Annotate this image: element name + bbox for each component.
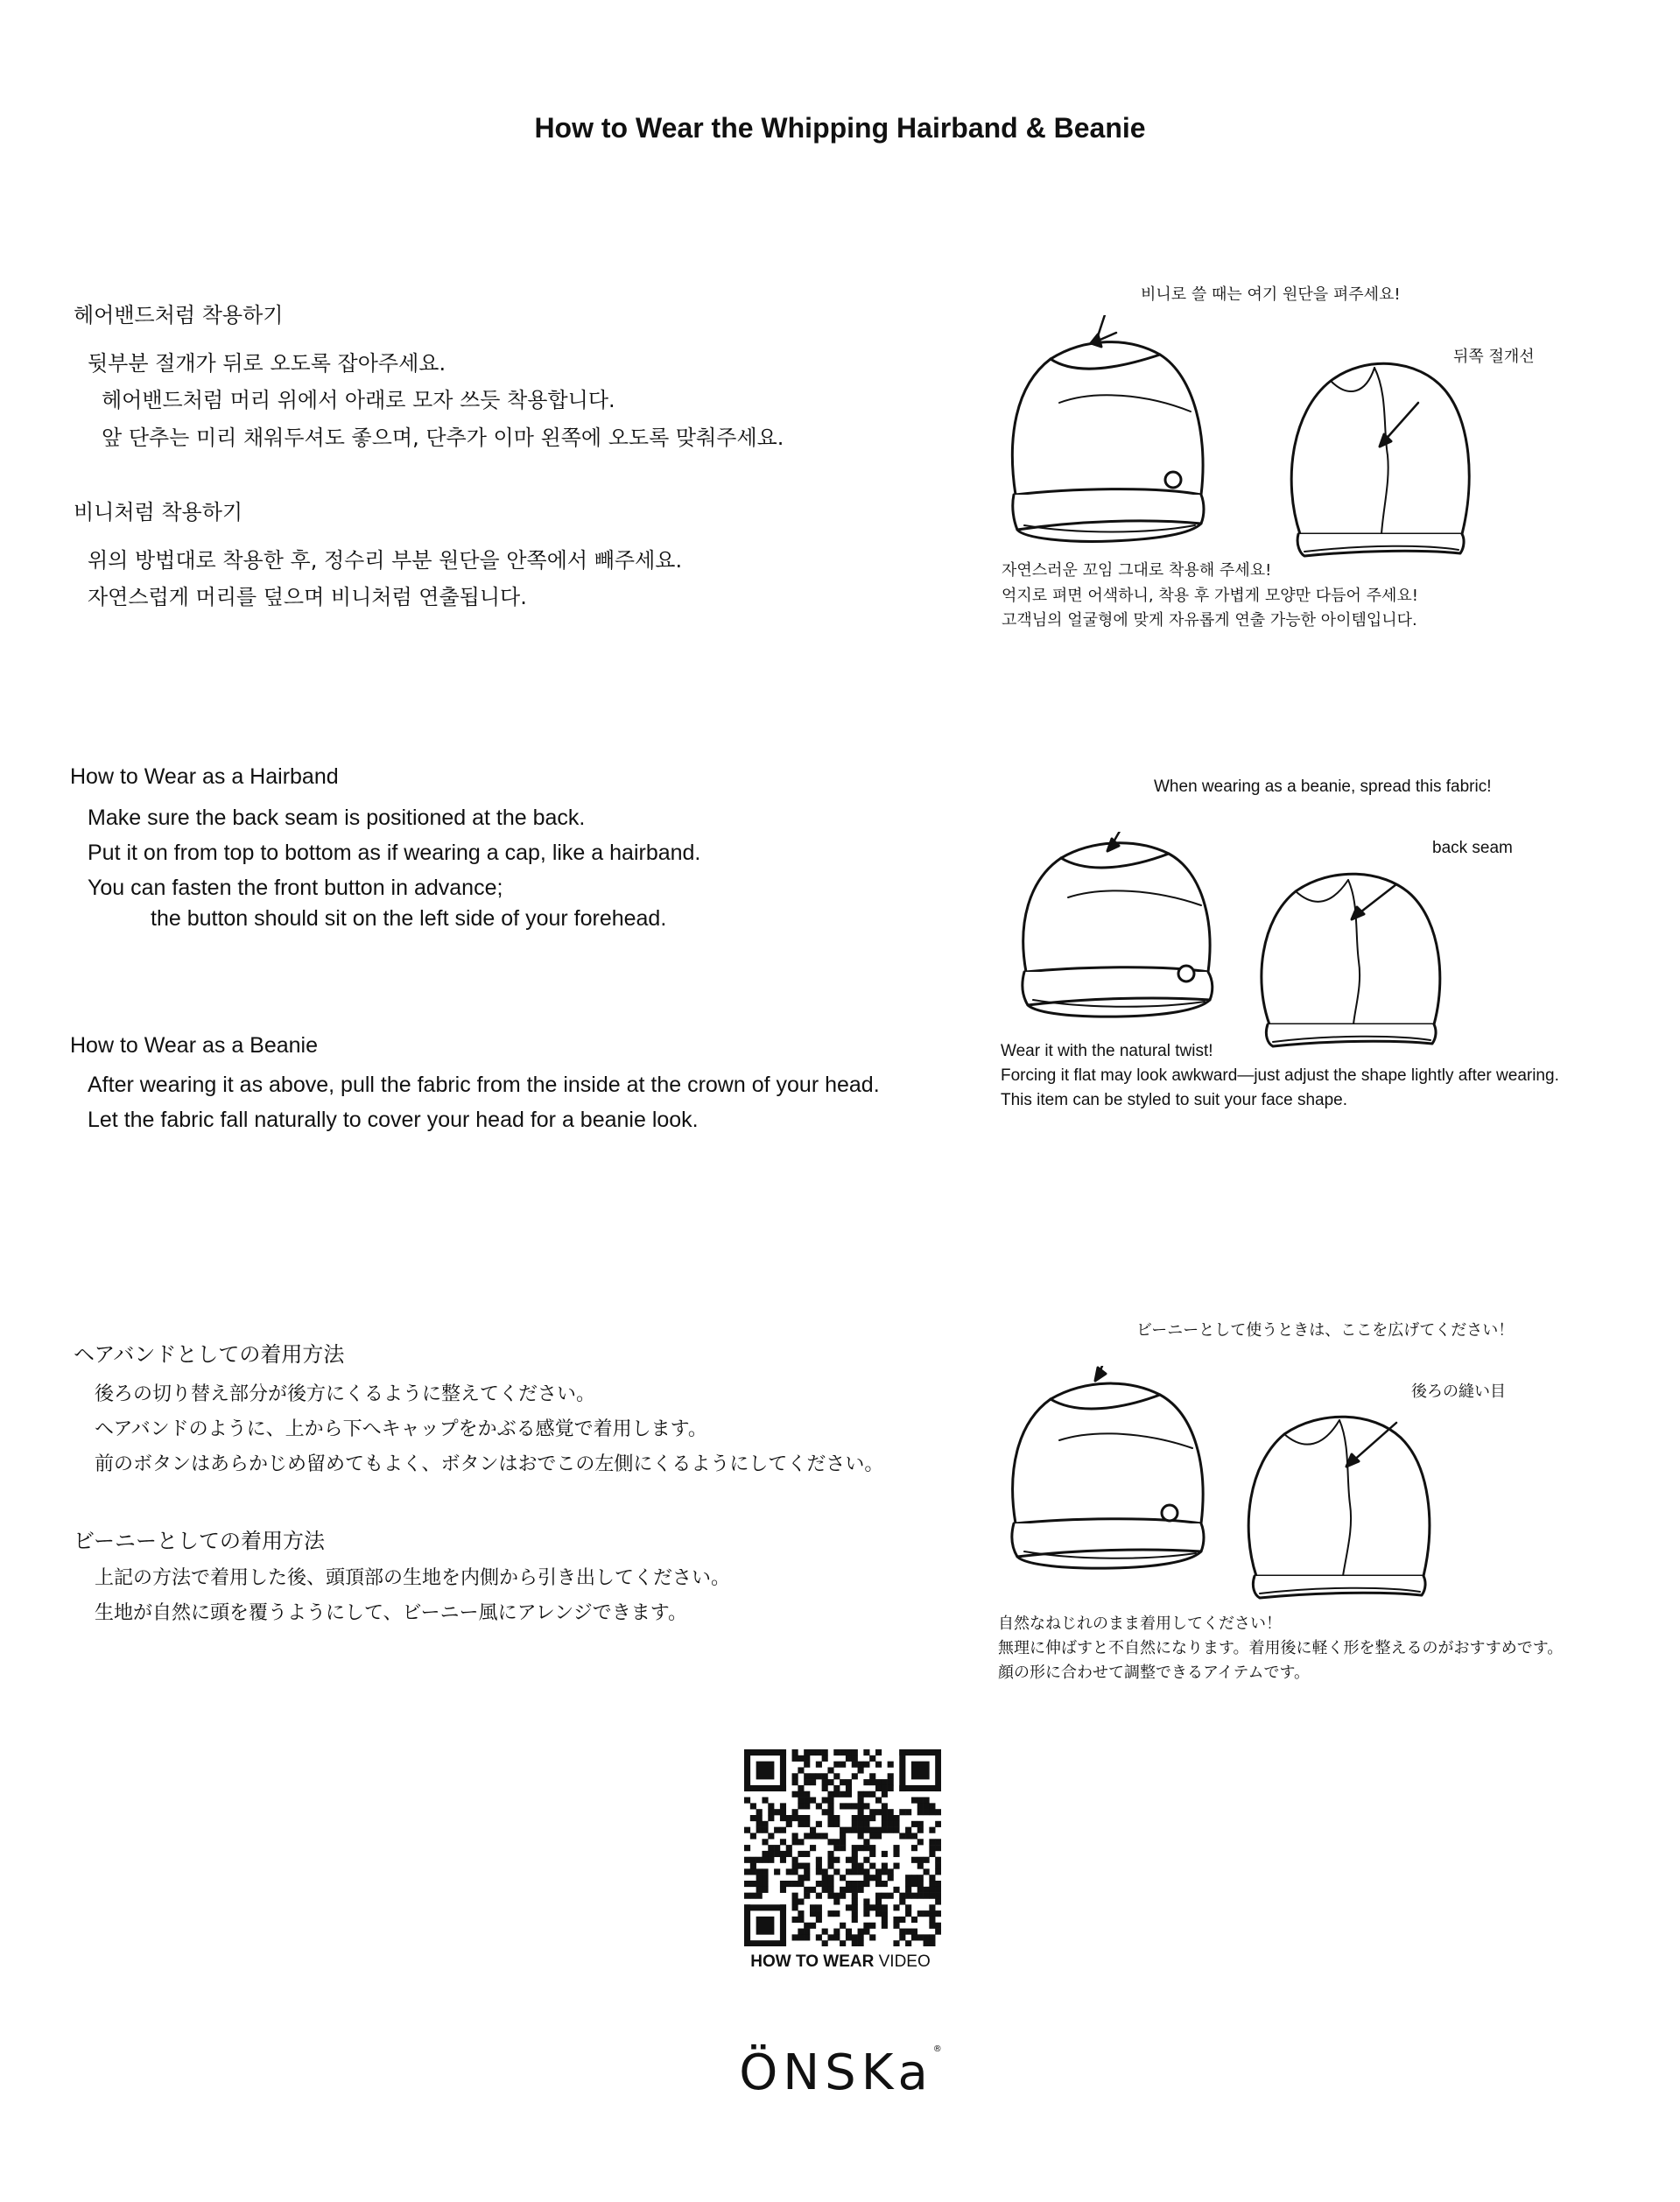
button-icon [1178, 966, 1194, 981]
note-line: 억지로 펴면 어색하니, 착용 후 가볍게 모양만 다듬어 주세요! [1002, 587, 1419, 605]
instruction-line: the button should sit on the left side of your forehead. [151, 906, 667, 931]
instruction-line: 後ろの切り替え部分が後方にくるように整えてください。 [95, 1383, 596, 1405]
beanie-heading: 비니처럼 착용하기 [74, 500, 243, 524]
qr-label-bold: HOW TO WEAR [750, 1952, 875, 1971]
note-line: 自然なねじれのまま着用してください！ [998, 1615, 1282, 1633]
annotation-seam: 後ろの縫い目 [1411, 1382, 1506, 1401]
note-line: Wear it with the natural twist! [1001, 1042, 1213, 1060]
note-line: 자연스러운 꼬임 그대로 착용해 주세요! [1002, 561, 1272, 580]
note-line: This item can be styled to suit your face shape. [1001, 1091, 1348, 1109]
note-line: 無理に伸ばすと不自然になります。着用後に軽く形を整えるのがおすすめです。 [998, 1639, 1564, 1657]
note-line: Forcing it flat may look awkward—just adjust the shape lightly after wearing. [1001, 1066, 1559, 1085]
instruction-line: 生地が自然に頭を覆うようにして、ビーニー風にアレンジできます。 [95, 1602, 687, 1624]
instruction-line: 前のボタンはあらかじめ留めてもよく、ボタンはおでこの左側にくるようにしてください。 [95, 1453, 884, 1475]
qr-code[interactable] [744, 1749, 941, 1950]
instruction-line: Put it on from top to bottom as if wearing a cap, like a hairband. [88, 841, 701, 865]
note-line: 고객님의 얼굴형에 맞게 자유롭게 연출 가능한 아이템입니다. [1002, 611, 1417, 630]
beanie-front-drawing [1023, 843, 1210, 972]
instruction-line: 앞 단추는 미리 채워두셔도 좋으며, 단추가 이마 왼쪽에 오도록 맞춰주세요. [102, 426, 784, 450]
beanie-heading: ビーニーとしての着用方法 [74, 1529, 326, 1553]
button-icon [1165, 472, 1181, 488]
annotation-spread: When wearing as a beanie, spread this fabric! [1154, 777, 1492, 796]
annotation-spread: ビーニーとして使うときは、ここを広げてください！ [1136, 1321, 1515, 1340]
instruction-line: Let the fabric fall naturally to cover your head for a beanie look. [88, 1108, 699, 1132]
instruction-line: 헤어밴드처럼 머리 위에서 아래로 모자 쓰듯 착용합니다. [102, 388, 615, 412]
instruction-line: ヘアバンドのように、上から下へキャップをかぶる感覚で着用します。 [95, 1418, 707, 1440]
instruction-line: Make sure the back seam is positioned at the back. [88, 806, 586, 830]
instruction-line: 뒷부분 절개가 뒤로 오도록 잡아주세요. [88, 351, 446, 376]
annotation-seam: 뒤쪽 절개선 [1453, 348, 1535, 366]
page-title: How to Wear the Whipping Hairband & Beanie [534, 112, 1146, 144]
instruction-line: After wearing it as above, pull the fabric from the inside at the crown of your head. [88, 1073, 880, 1097]
registered-mark: ® [932, 2044, 942, 2054]
brand-logo-text: ÖNSKa [739, 2044, 933, 2101]
hairband-heading: 헤어밴드처럼 착용하기 [74, 303, 284, 327]
brand-logo [700, 2044, 981, 2101]
hairband-heading: How to Wear as a Hairband [70, 764, 339, 789]
annotation-spread: 비니로 쓸 때는 여기 원단을 펴주세요! [1141, 285, 1401, 304]
beanie-back-drawing [1262, 874, 1440, 1024]
instruction-line: 위의 방법대로 착용한 후, 정수리 부분 원단을 안쪽에서 빼주세요. [88, 548, 683, 573]
instruction-line: 자연스럽게 머리를 덮으며 비니처럼 연출됩니다. [88, 585, 527, 609]
beanie-back-drawing [1291, 363, 1469, 534]
note-line: 顔の形に合わせて調整できるアイテムです。 [998, 1664, 1311, 1682]
beanie-heading: How to Wear as a Beanie [70, 1033, 319, 1058]
instruction-line: You can fasten the front button in advance; [88, 876, 503, 900]
annotation-seam: back seam [1432, 839, 1513, 857]
qr-video-label [700, 1952, 981, 1972]
beanie-illustration [998, 315, 1523, 560]
beanie-back-drawing [1248, 1417, 1430, 1576]
hairband-heading: ヘアバンドとしての着用方法 [74, 1342, 345, 1367]
button-icon [1162, 1505, 1177, 1521]
qr-label-rest: VIDEO [874, 1952, 931, 1971]
instruction-line: 上記の方法で着用した後、頭頂部の生地を内側から引き出してください。 [95, 1567, 731, 1589]
beanie-front-drawing [1013, 1383, 1203, 1523]
beanie-illustration [1007, 832, 1532, 1051]
qr-code-image [744, 1749, 941, 1946]
